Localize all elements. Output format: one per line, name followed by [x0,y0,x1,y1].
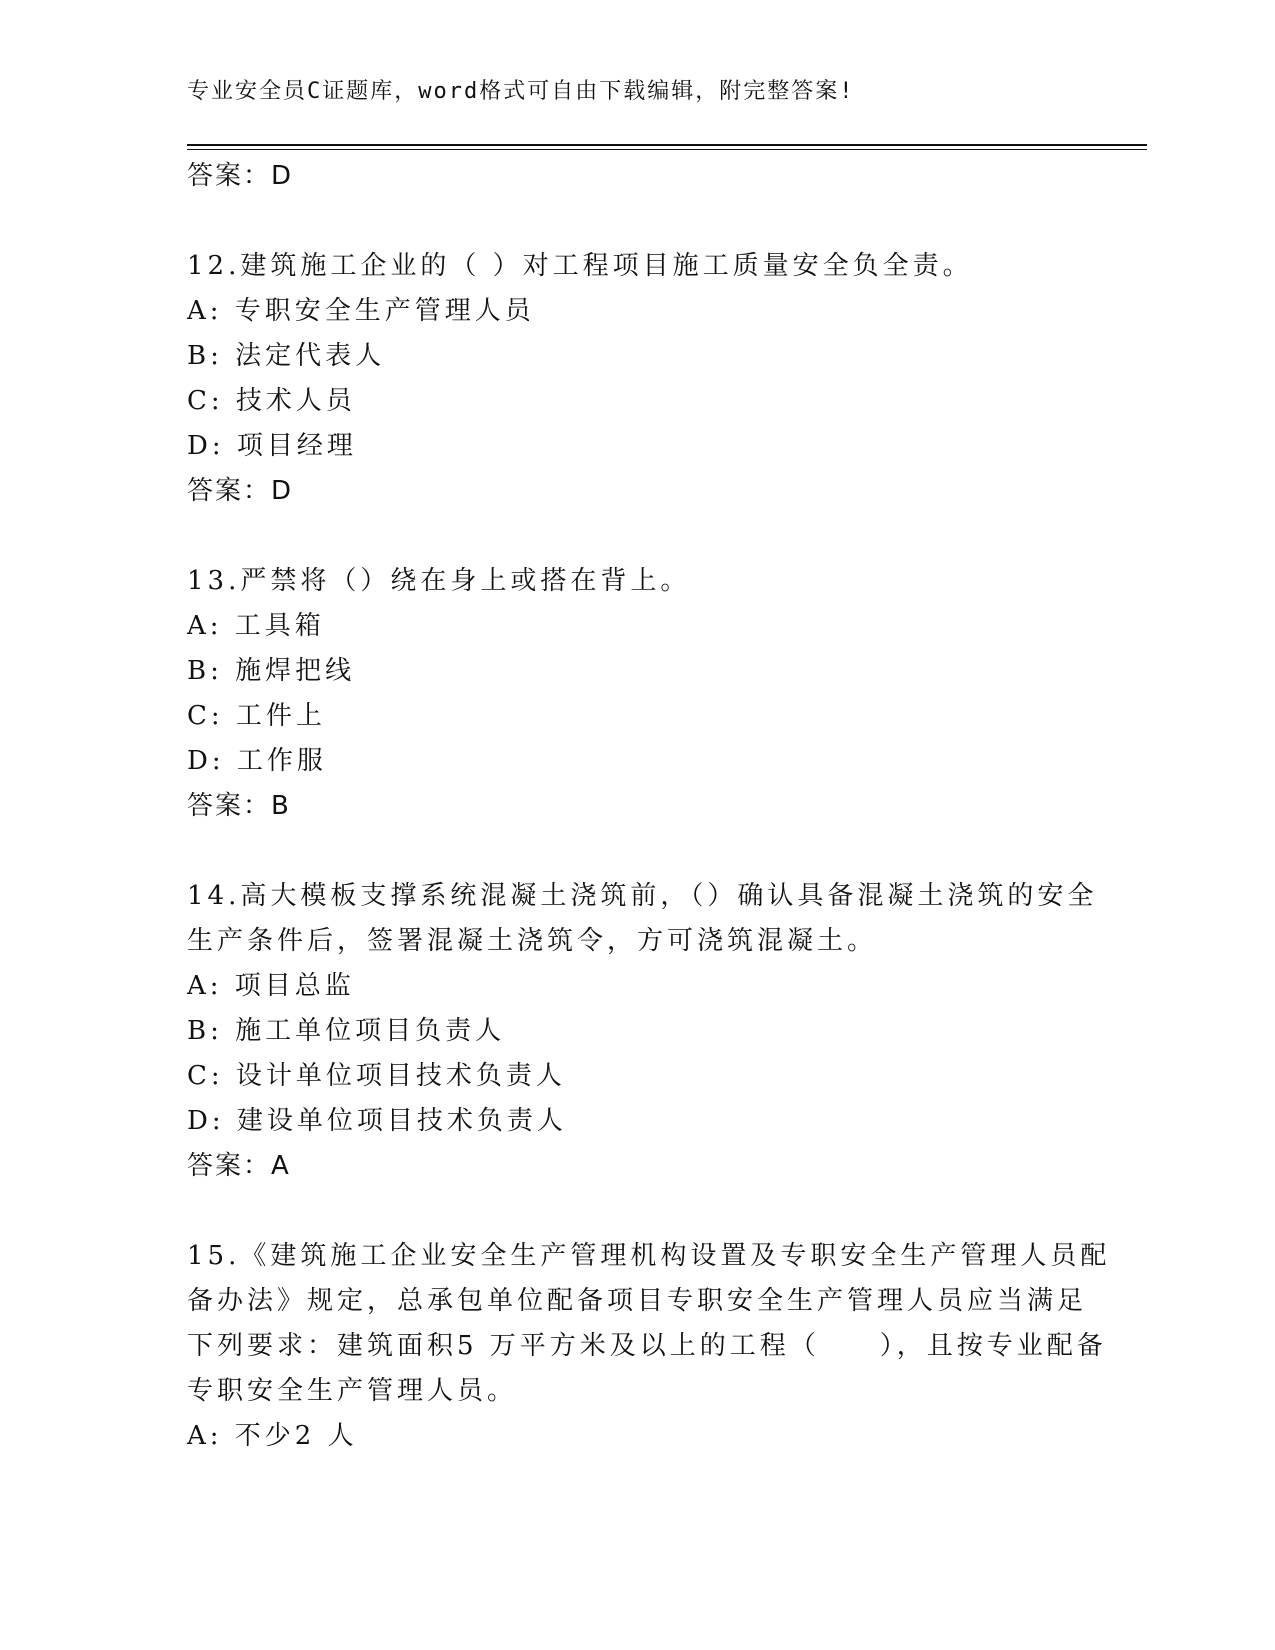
question-stem: 专职安全生产管理人员。 [187,1376,518,1406]
question-13 [187,559,1087,829]
spacer [187,1189,1087,1234]
option-b: B: 法定代表人 [187,341,386,371]
option-b: B: 施工单位项目负责人 [187,1016,506,1046]
spacer [187,829,1087,874]
question-stem: 12.建筑施工企业的（ ）对工程项目施工质量安全负全责。 [187,251,973,281]
question-stem: 生产条件后，签署混凝土浇筑令，方可浇筑混凝土。 [187,926,878,956]
question-content [187,154,1111,1459]
question-14 [187,874,1098,1189]
option-d: D: 工作服 [187,746,327,776]
option-a: A: 工具箱 [187,611,325,641]
question-15 [187,1234,1111,1459]
option-a: A: 项目总监 [187,971,355,1001]
answer: 答案：D [187,476,294,506]
option-d: D: 建设单位项目技术负责人 [187,1106,567,1136]
question-stem: 14.高大模板支撑系统混凝土浇筑前，（）确认具备混凝土浇筑的安全 [187,881,1098,911]
option-c: C: 技术人员 [187,386,356,416]
question-stem: 下列要求：建筑面积5 万平方米及以上的工程（ ），且按专业配备 [187,1331,1107,1361]
option-c: C: 工件上 [187,701,326,731]
question-stem: 13.严禁将（）绕在身上或搭在背上。 [187,566,691,596]
spacer [187,514,1087,559]
header-rule-thin [187,149,1147,150]
answer: 答案：A [187,1151,291,1181]
question-stem: 15.《建筑施工企业安全生产管理机构设置及专职安全生产管理人员配 [187,1241,1111,1271]
document-header-note: 专业安全员C证题库，word格式可自由下载编辑，附完整答案! [187,79,855,104]
question-stem: 备办法》规定，总承包单位配备项目专职安全生产管理人员应当满足 [187,1286,1088,1316]
previous-answer: 答案：D [187,161,294,191]
header-rule-thick [187,144,1147,146]
option-c: C: 设计单位项目技术负责人 [187,1061,566,1091]
question-12 [187,244,1087,514]
option-a: A: 不少2 人 [187,1421,358,1451]
option-b: B: 施焊把线 [187,656,356,686]
option-d: D: 项目经理 [187,431,357,461]
spacer [187,199,1087,244]
answer: 答案：B [187,791,291,821]
option-a: A: 专职安全生产管理人员 [187,296,535,326]
